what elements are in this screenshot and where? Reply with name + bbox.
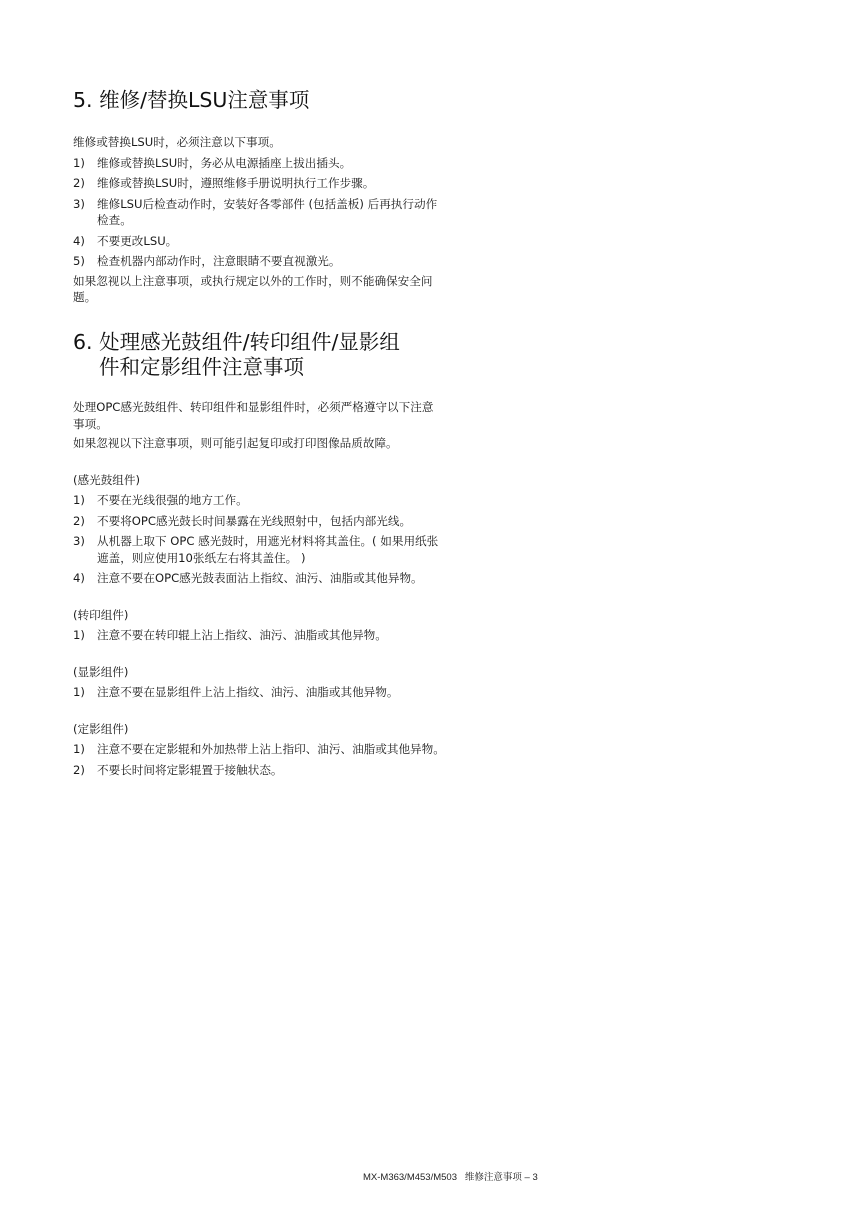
footer-model: MX-M363/M453/M503: [363, 1172, 457, 1183]
section-5-outro: 如果忽视以上注意事项，或执行规定以外的工作时，则不能确保安全问题。: [73, 273, 433, 304]
list-item: [73, 196, 445, 229]
list-item-number: 1): [73, 155, 85, 170]
list-item-text: 从机器上取下 OPC 感光鼓时，用遮光材料将其盖住。( 如果用纸张遮盖，则应使用10张纸左右将其盖住。 ): [97, 534, 439, 565]
list-item: [73, 233, 445, 250]
list-item-number: 2): [73, 513, 85, 528]
list-item: [73, 762, 445, 779]
list-item-text: 不要在光线很强的地方工作。: [97, 493, 248, 507]
list-item-text: 不要将OPC感光鼓长时间暴露在光线照射中，包括内部光线。: [97, 513, 412, 528]
list-item-number: 3): [73, 534, 85, 548]
list-item: [73, 513, 445, 530]
group-heading-drum: (感光鼓组件): [73, 472, 141, 487]
section-6-title-line-2: 件和定影组件注意事项: [99, 355, 304, 379]
section-5-intro: 维修或替换LSU时，必须注意以下事项。: [73, 135, 281, 149]
section-5-list: [73, 155, 445, 270]
list-item-text: 维修或替换LSU时，务必从电源插座上拔出插头。: [97, 155, 352, 170]
list-item-text: 不要更改LSU。: [97, 233, 178, 248]
section-6-title: [73, 330, 445, 380]
group-heading-developer: (显影组件): [73, 664, 129, 679]
list-item-number: 2): [73, 762, 85, 777]
section-6-intro-2: 如果忽视以下注意事项，则可能引起复印或打印图像品质故障。: [73, 436, 398, 450]
list-item-number: 1): [73, 742, 85, 756]
list-item-number: 2): [73, 176, 85, 190]
section-5: [73, 88, 445, 306]
section-6-title-line-1: 6. 处理感光鼓组件/转印组件/显影组: [73, 330, 400, 354]
list-item-number: 4): [73, 571, 85, 585]
list-item-text: 注意不要在定影辊和外加热带上沾上指印、油污、油脂或其他异物。: [97, 742, 445, 756]
section-6: [73, 330, 445, 778]
list-item-text: 检查机器内部动作时，注意眼睛不要直视激光。: [97, 254, 341, 268]
list-item-number: 1): [73, 685, 85, 699]
list-item: [73, 492, 445, 509]
group-heading-transfer: (转印组件): [73, 607, 129, 622]
list-item-number: 1): [73, 493, 85, 507]
list-item: [73, 175, 445, 192]
section-5-title: 5. 维修/替换LSU注意事项: [73, 88, 310, 112]
list-item-number: 5): [73, 254, 85, 268]
list-item: [73, 741, 445, 758]
list-item-number: 3): [73, 196, 85, 211]
list-item-text: 维修LSU后检查动作时，安装好各零部件 (包括盖板) 后再执行动作检查。: [97, 196, 438, 227]
footer-section-page: 维修注意事项 – 3: [464, 1172, 538, 1183]
list-item-text: 注意不要在OPC感光鼓表面沾上指纹、油污、油脂或其他异物。: [97, 571, 423, 585]
list-item: [73, 253, 445, 270]
page-footer: [363, 1172, 538, 1184]
section-6-intro: 处理OPC感光鼓组件、转印组件和显影组件时，必须严格遵守以下注意事项。: [73, 400, 434, 431]
list-item-text: 不要长时间将定影辊置于接触状态。: [97, 762, 283, 777]
list-item: [73, 533, 445, 566]
list-item-number: 1): [73, 628, 85, 642]
list-item-text: 注意不要在转印辊上沾上指纹、油污、油脂或其他异物。: [97, 628, 387, 642]
list-item-text: 注意不要在显影组件上沾上指纹、油污、油脂或其他异物。: [97, 685, 399, 699]
list-item-text: 维修或替换LSU时，遵照维修手册说明执行工作步骤。: [97, 176, 375, 190]
list-item: [73, 627, 445, 644]
list-item-number: 4): [73, 233, 85, 248]
list-item: [73, 155, 445, 172]
list-item: [73, 570, 445, 587]
group-heading-fusing: (定影组件): [73, 721, 129, 736]
list-item: [73, 684, 445, 701]
